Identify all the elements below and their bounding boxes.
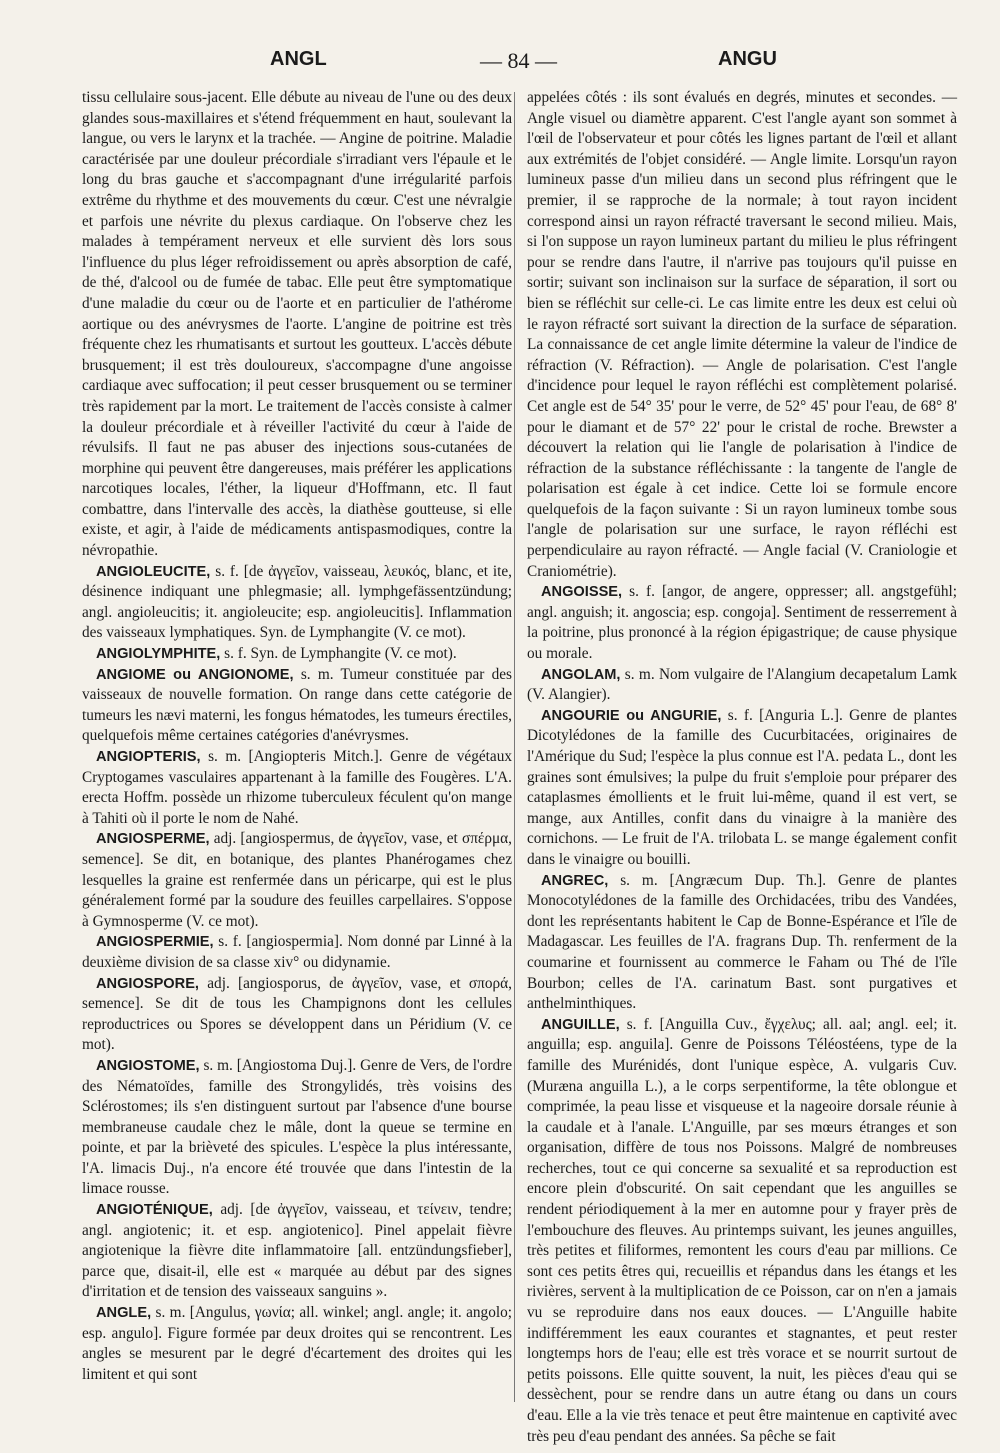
entry-text: s. m. [Angulus, γωνία; all. winkel; angl. angle; it. angolo; esp. angulo]. Figure formée par deux droites qui se rencontrent. Les angles se mesurent par le degré d'écartement des droites qui les limitent et qui sont <box>82 1304 512 1383</box>
entry-text: adj. [angiospermus, de ἀγγεῖον, vase, et σπέρμα, semence]. Se dit, en botanique, des plantes Phanérogames chez lesquelles la graine est renfermée dans un péricarpe, qui est le plus généralement formé par la soudure des feuilles carpellaires. S'oppose à Gymnosperme (V. ce mot). <box>82 830 513 930</box>
headword: ANGIOSTOME, <box>96 1057 200 1074</box>
left-column <box>82 88 512 1408</box>
entry-angiopteris <box>82 747 512 829</box>
headword: ANGUILLE, <box>541 1016 620 1033</box>
entry-text: s. f. [Anguria L.]. Genre de plantes Dicotylédones de la famille des Cucurbitacées, originaires de l'Amérique du Sud; l'espèce la plus connue est l'A. pedata L., dont les graines sont émulsives; la pulpe du fruit s'emploie pour préparer des cataplasmes émollients et le fruit lui-même, quand il est vert, se mange, aux Antilles, confit dans du vinaigre à la manière des cornichons. — Le fruit de l'A. trilobata L. se mange également confit dans le vinaigre ou bouilli. <box>527 706 957 868</box>
headword: ANGIOME ou ANGIONOME, <box>96 666 294 683</box>
page-header <box>70 48 955 78</box>
headword: ANGOURIE ou ANGURIE, <box>541 707 722 724</box>
entry-text: s. m. Nom vulgaire de l'Alangium decapetalum Lamk (V. Alangier). <box>527 665 957 704</box>
entry-text: s. f. [de ἀγγεῖον, vaisseau, λευκός, blanc, et ite, désinence indiquant une phlegmasie; all. lymphgefässentzündung; angl. angioleucitis; it. angioleucite; esp. angioleucitis]. Inflammation des vaisseaux lymphatiques. Syn. de Lymphangite (V. ce mot). <box>82 562 513 642</box>
entry-continuation: tissu cellulaire sous-jacent. Elle débute au niveau de l'une ou des deux glandes sous-maxillaires et s'étend fréquemment en haut, soulevant la langue, ou vers le larynx et la trachée. — Angine de poitrine. Maladie caractérisée par une douleur précordiale s'irradiant vers l'épaule et le long du bras gauche et s'accompagnant d'une irrégularité parfois extrême du rhythme et des mouvements du cœur. C'est une névralgie et parfois une névrite du plexus cardiaque. On l'observe chez les malades à tempérament nerveux et elle survient dès lors sous l'influence du plus léger refroidissement ou après absorption de café, de thé, d'alcool ou de fumée de tabac. Elle peut être symptomatique d'une maladie du cœur ou de l'aorte et en particulier de l'athérome aortique ou des anévrysmes de l'aorte. L'angine de poitrine est très fréquente chez les rhumatisants et surtout les goutteux. L'accès débute brusquement; il est très douloureux, s'accompagne d'une angoisse cardiaque avec suffocation; il peut cesser brusquement ou se terminer très rapidement par la mort. Le traitement de l'accès consiste à calmer la douleur précordiale et à réveiller l'activité du cœur à l'aide de révulsifs. Il faut ne pas abuser des injections sous-cutanées de morphine qui peuvent être dangereuses, mais préférer les applications narcotiques locales, l'éther, la liqueur d'Hoffmann, etc. Il faut combattre, dans l'intervalle des accès, la diathèse goutteuse, si elle existe, et agir, à l'aide de médicaments antispasmodiques, contre la névropathie. <box>82 89 512 560</box>
headword: ANGOLAM, <box>541 666 621 683</box>
page-number: — 84 — <box>480 48 557 73</box>
column-divider <box>514 92 515 1402</box>
entry-angiospermie <box>82 932 512 973</box>
entry-angiolymphite <box>82 644 512 665</box>
entry-angiostome <box>82 1056 512 1200</box>
entry-angiospore <box>82 974 512 1056</box>
entry-text: adj. [angiosporus, de ἀγγεῖον, vase, et σπορά, semence]. Se dit de tous les Champignons dont les cellules reproductrices ou Spores se développent dans un Péridium (V. ce mot). <box>82 974 513 1054</box>
entry-text: s. m. Tumeur constituée par des vaisseaux de nouvelle formation. On range dans cette catégorie de tumeurs les nævi materni, les fongus hématodes, les tumeurs érectiles, quelquefois même certaines catégories d'anévrysmes. <box>82 665 513 745</box>
entry-angiome <box>82 665 512 747</box>
right-column <box>527 88 957 1445</box>
entry-text: adj. [de ἀγγεῖον, vaisseau, et τείνειν, tendre; angl. angiotenic; it. et esp. angiotenico]. Pinel appelait fièvre angiotenique la fièvre dite inflammatoire [all. entzündungsfieber], parce que, disait-il, elle est « marquée au début par des signes d'irritation et de tension des vaisseaux sanguins ». <box>82 1201 513 1301</box>
headword: ANGIOPTERIS, <box>96 749 201 765</box>
entry-angioleucite <box>82 562 512 644</box>
entry-text: s. f. [Anguilla Cuv., ἔγχελυς; all. aal; angl. eel; it. anguilla; esp. anguila]. Genre de Poissons Téléostéens, type de la famille des Murénidés, dont l'unique espèce, A. vulgaris Cuv. (Muræna anguilla L.), a le corps serpentiforme, la tête oblongue et comprimée, la peau lisse et visqueuse et la nageoire dorsale réunie à la caudale et à l'anale. L'Anguille, par ses mœurs étranges et son organisation, diffère de tous nos Poissons. Malgré de nombreuses recherches, tout ce qui concerne sa sexualité et sa reproduction est encore plein d'obscurité. On sait cependant que les anguilles se rendent périodiquement à la mer en automne pour y frayer près de l'embouchure des fleuves. Au printemps suivant, les jeunes anguilles, très petites et filiformes, remontent les cours d'eau par millions. Ce sont ces petits êtres qui, recueillis et répandus dans les étangs et les rivières, servent à la multiplication de ce Poisson, car on n'en a jamais vu se reproduire dans nos eaux douces. — L'Anguille habite indifféremment les eaux courantes et stagnantes, et peut rester longtemps hors de l'eau; elle est très vorace et se nourrit surtout de petits poissons. Elle quitte souvent, la nuit, les pièces d'eau qui se dessèchent, pour se rendre dans un autre étang ou dans un cours d'eau. Elle a la vie très tenace et peut être maintenue en captivité avec très peu d'eau pendant des années. Sa pêche se fait <box>527 1015 957 1445</box>
headword: ANGOISSE, <box>541 584 623 601</box>
entry-angle <box>82 1303 512 1385</box>
headword: ANGLE, <box>96 1305 152 1322</box>
entry-angiotenique <box>82 1200 512 1303</box>
entry-text: s. m. [Angiostoma Duj.]. Genre de Vers, de l'ordre des Nématoïdes, famille des Strongylidés, très voisins des Sclérostomes; ils s'en distinguent surtout par l'absence d'une bourse membraneuse caudale chez le mâle, dont la queue se termine en pointe, et par la brièveté des spicules. L'espèce la plus intéressante, l'A. limacis Duj., n'a encore été trouvée que dans l'intestin de la limace rousse. <box>82 1056 512 1198</box>
headword: ANGIOSPERMIE, <box>96 934 214 951</box>
entry-text: s. f. Syn. de Lymphangite (V. ce mot). <box>224 645 457 663</box>
entry-text: s. m. [Angiopteris Mitch.]. Genre de végétaux Cryptogames vasculaires appartenant à la famille des Fougères. L'A. erecta Hoffm. possède un rhizome tuberculeux féculent qu'on mange à Tahiti où il porte le nom de Nahé. <box>82 748 512 827</box>
entry-angoisse <box>527 582 957 664</box>
entry-angrec <box>527 871 957 1015</box>
entry-anguille <box>527 1015 957 1447</box>
header-left-guideword: ANGL <box>270 48 327 70</box>
entry-angiosperme <box>82 829 512 932</box>
entry-continuation: appelées côtés : ils sont évalués en degrés, minutes et secondes. — Angle visuel ou diamètre apparent. C'est l'angle ayant son sommet à l'œil de l'observateur et pour côtés les lignes partant de l'œil et allant aux extrémités de l'objet considéré. — Angle limite. Lorsqu'un rayon lumineux passe d'un milieu dans un second plus réfringent que le premier, il se rapproche de la normale; à tout rayon incident correspond ainsi un rayon réfracté traversant le second milieu. Mais, si l'on suppose un rayon lumineux partant du milieu le plus réfringent pour se rendre dans l'autre, il n'arrive pas toujours qu'il puisse en sortir; suivant son inclinaison sur la surface de séparation, il sort ou bien se réfléchit sur celle-ci. Le cas limite entre les deux est celui où le rayon réfracté sort suivant la direction de la surface de séparation. La connaissance de cet angle limite détermine la valeur de l'indice de réfraction (V. Réfraction). — Angle de polarisation. C'est l'angle d'incidence pour lequel le rayon réfléchi est complètement polarisé. Cet angle est de 54° 35' pour le verre, de 52° 45' pour l'eau, de 68° 8' pour le diamant et de 57° 22' pour le cristal de roche. Brewster a découvert la relation qui lie l'angle de polarisation à l'indice de réfraction de la substance réfléchissante : la tangente de l'angle de polarisation est égale à cet indice. Cette loi se formule encore quelquefois de la façon suivante : Si un rayon lumineux tombe sous l'angle de polarisation sur une surface, le rayon réfléchi est perpendiculaire au rayon réfracté. — Angle facial (V. Craniologie et Craniométrie). <box>527 89 957 580</box>
headword: ANGIOSPERME, <box>96 831 210 848</box>
entry-angourie <box>527 706 957 871</box>
headword: ANGIOSPORE, <box>96 975 199 992</box>
entry-text: s. m. [Angræcum Dup. Th.]. Genre de plantes Monocotylédones de la famille des Orchidacées, tribu des Vandées, dont les représentants habitent le Cap de Bonne-Espérance et l'île de Madagascar. Les feuilles de l'A. fragrans Dup. Th. renferment de la coumarine et fournissent au commerce le Faham ou Thé de l'île Bourbon; celles de l'A. carinatum Bast. sont purgatives et anthelminthiques. <box>527 871 957 1013</box>
header-right-guideword: ANGU <box>718 48 777 70</box>
entry-angolam <box>527 665 957 706</box>
headword: ANGIOLEUCITE, <box>96 563 211 580</box>
headword: ANGIOTÉNIQUE, <box>96 1202 213 1219</box>
headword: ANGREC, <box>541 872 609 889</box>
entry-text: s. f. [angor, de angere, oppresser; all. angstgefühl; angl. anguish; it. angoscia; esp. congoja]. Sentiment de resserrement à la poitrine, plus prononcé à la région épigastrique; de cause physique ou morale. <box>527 583 957 663</box>
headword: ANGIOLYMPHITE, <box>96 646 221 663</box>
entry-text: s. f. [angiospermia]. Nom donné par Linné à la deuxième division de sa classe xiv° ou didynamie. <box>82 933 512 971</box>
